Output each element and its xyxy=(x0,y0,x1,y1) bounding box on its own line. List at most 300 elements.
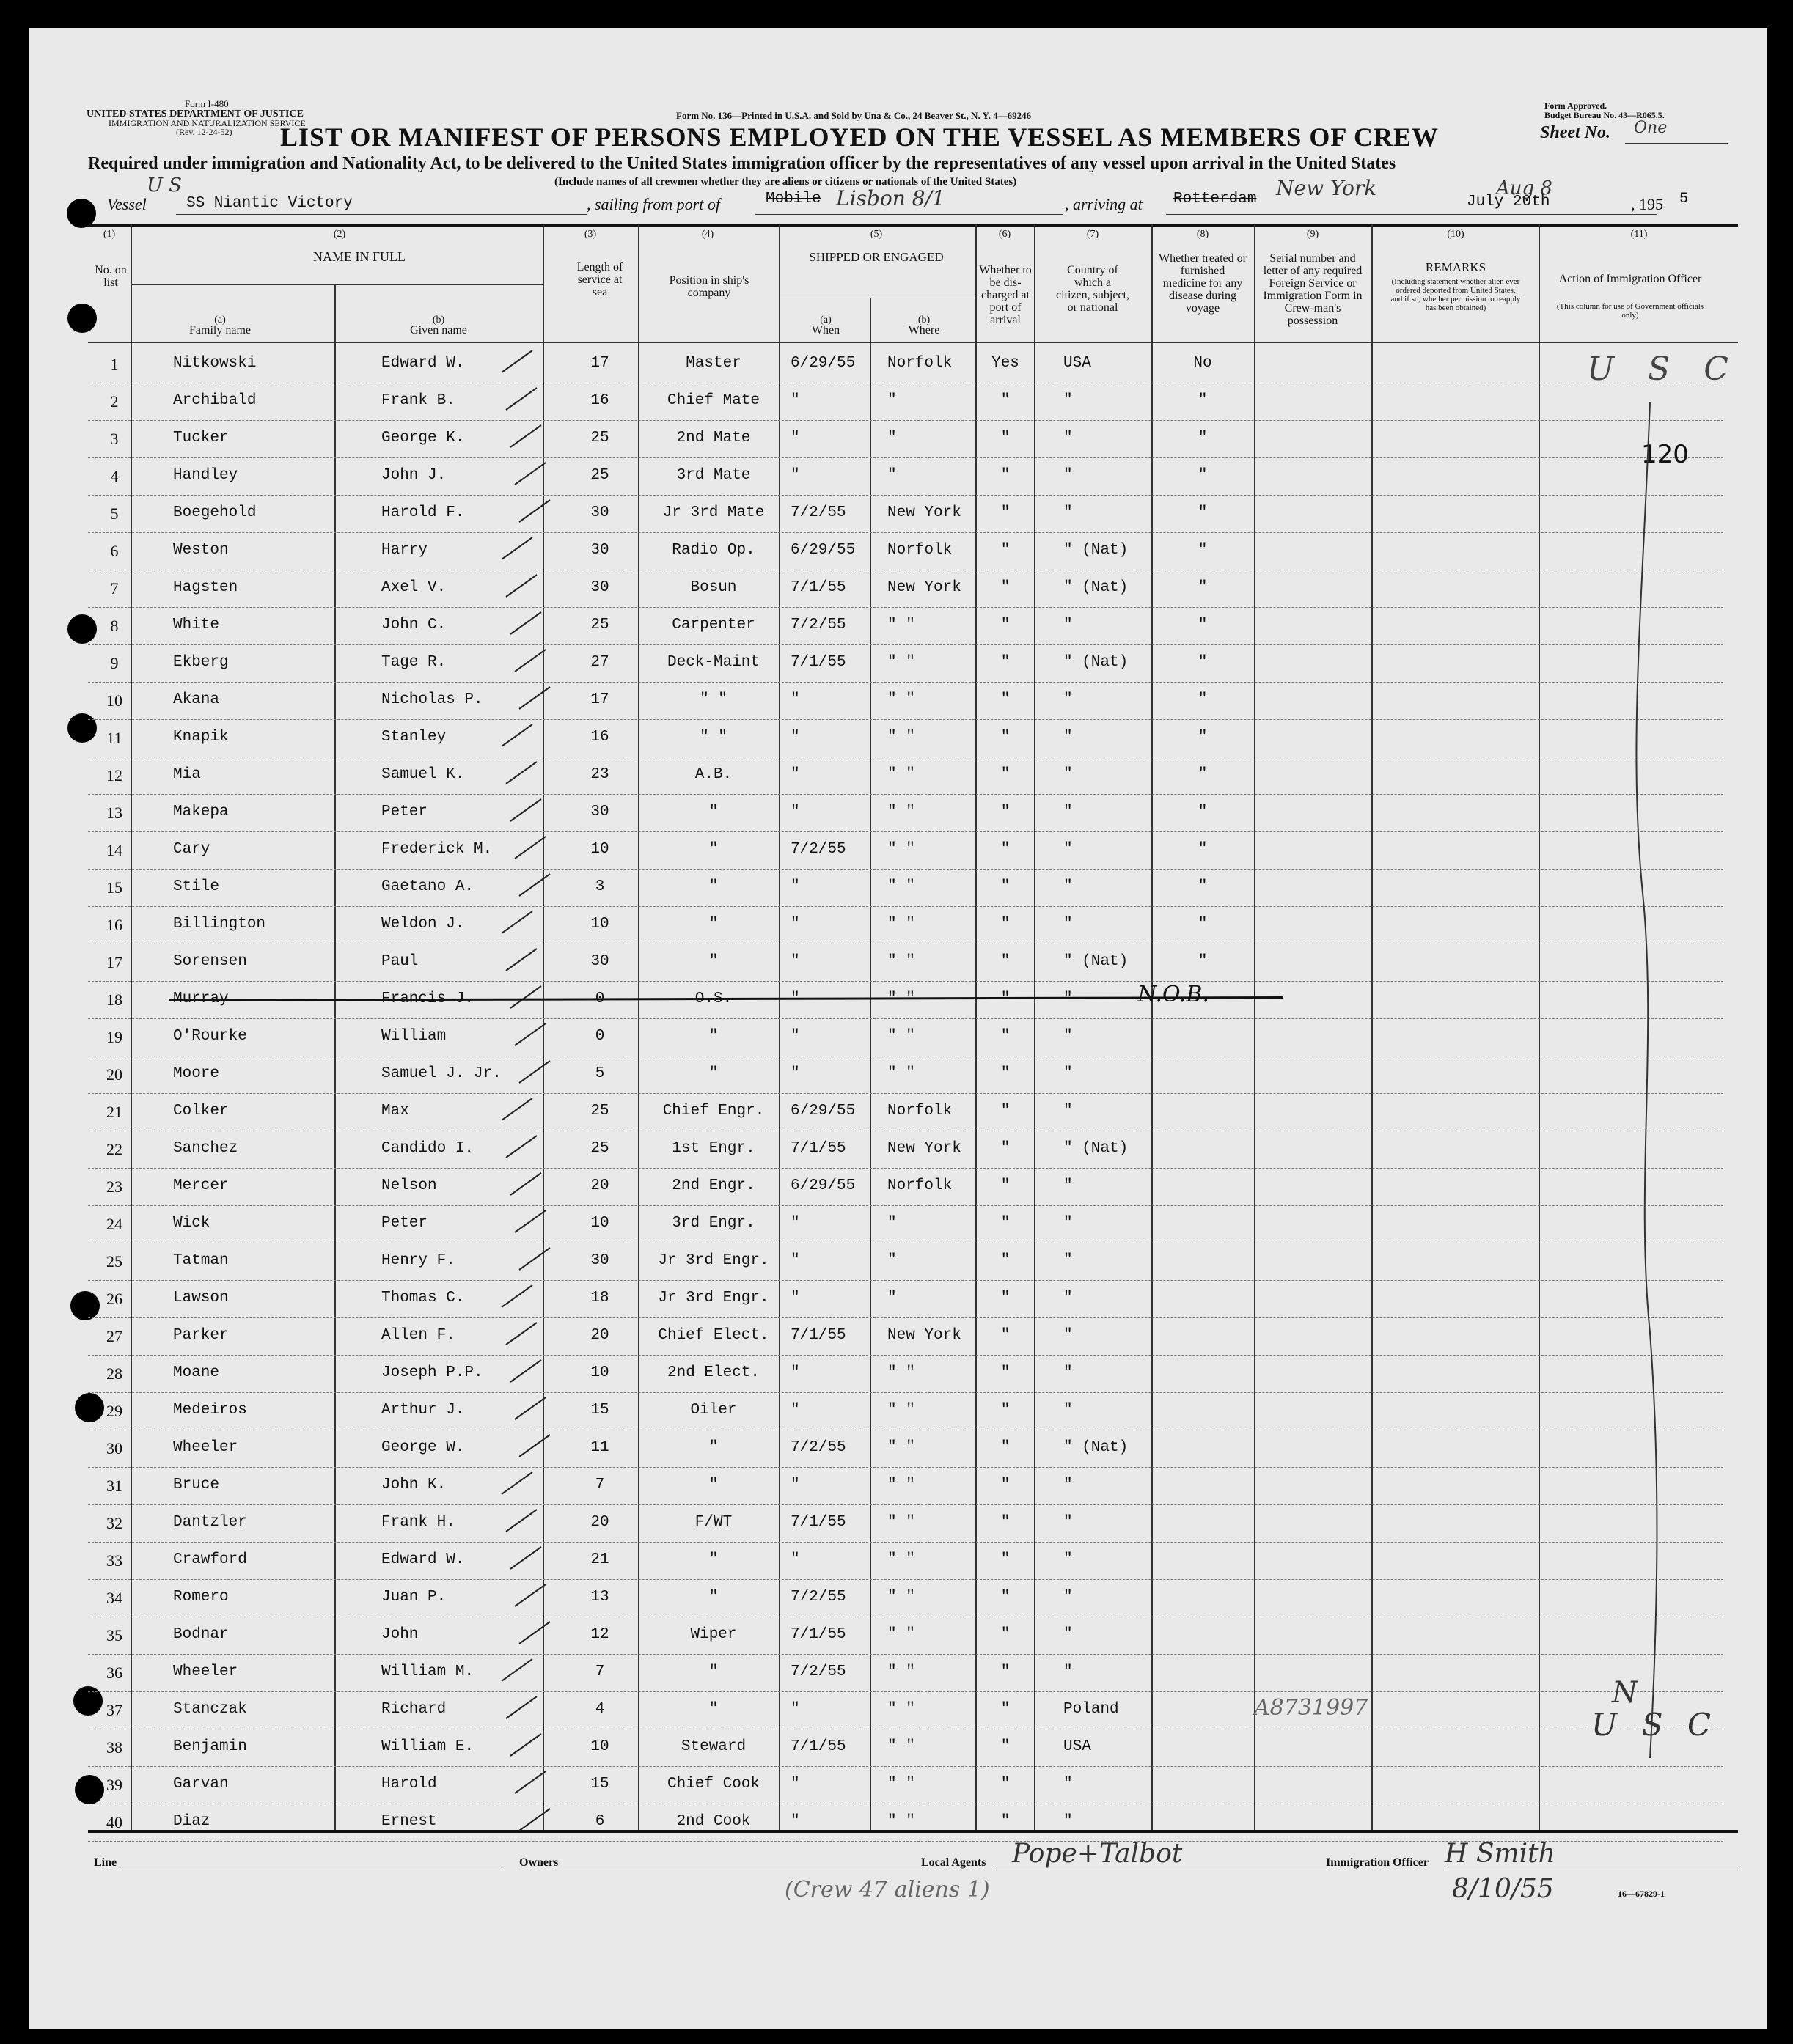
check-mark-icon xyxy=(503,385,540,411)
cell-given: George K. xyxy=(381,430,465,446)
cell-pos: Oiler xyxy=(690,1402,737,1419)
usc-row-37: U S C xyxy=(1591,1707,1719,1743)
cell-len: 20 xyxy=(590,1177,609,1194)
cell-when: 6/29/55 xyxy=(791,1177,856,1194)
cell-where: " xyxy=(887,392,897,409)
table-top-border xyxy=(88,224,1738,227)
table-row xyxy=(29,1356,1767,1393)
cell-where: " " xyxy=(887,1028,915,1045)
cell-no: 17 xyxy=(106,953,122,971)
sheet-label: Sheet No. xyxy=(1540,123,1610,142)
table-row xyxy=(29,1094,1767,1131)
family-name-header: Family name xyxy=(189,324,251,337)
cell-family: Wheeler xyxy=(173,1663,238,1680)
cell-when: 7/2/55 xyxy=(791,617,846,633)
cell-dis: " xyxy=(1000,504,1011,521)
cell-treated: " xyxy=(1198,916,1208,933)
cell-no: 3 xyxy=(110,430,119,448)
cell-where: " " xyxy=(887,654,915,671)
cell-no: 37 xyxy=(106,1701,122,1719)
cell-when: " xyxy=(791,766,800,783)
cell-no: 11 xyxy=(106,729,122,747)
cell-country: " (Nat) xyxy=(1063,654,1129,671)
col-number: (10) xyxy=(1447,229,1464,240)
cell-treated: " xyxy=(1198,617,1208,633)
cell-where: Norfolk xyxy=(887,542,953,559)
sheet-underline xyxy=(1625,143,1728,144)
cell-family: Wick xyxy=(173,1215,210,1232)
cell-country: USA xyxy=(1063,355,1091,372)
cell-dis: Yes xyxy=(991,355,1019,372)
cell-when: 7/2/55 xyxy=(791,1589,846,1606)
cell-len: 23 xyxy=(590,766,609,783)
cell-pos: " " xyxy=(700,729,727,746)
cell-country: " (Nat) xyxy=(1063,1439,1129,1456)
check-mark-icon xyxy=(499,1469,535,1496)
cell-given: Edward W. xyxy=(381,1551,465,1568)
cell-family: Archibald xyxy=(173,392,257,409)
position-header: Position in ship's company xyxy=(669,274,749,299)
cell-country: " xyxy=(1063,1776,1073,1793)
cell-len: 25 xyxy=(590,617,609,633)
cell-len: 25 xyxy=(590,1140,609,1157)
check-mark-icon xyxy=(503,759,540,785)
name-group-rule xyxy=(131,284,543,285)
cell-no: 16 xyxy=(106,916,122,934)
cell-where: " " xyxy=(887,617,915,633)
check-mark-icon xyxy=(507,983,544,1010)
check-mark-icon xyxy=(499,908,535,935)
cell-given: John C. xyxy=(381,617,447,633)
cell-no: 28 xyxy=(106,1364,122,1383)
cell-country: " xyxy=(1063,878,1073,895)
cell-dis: " xyxy=(1000,841,1011,858)
cell-treated: " xyxy=(1198,504,1208,521)
crew-alien-count: (Crew 47 aliens 1) xyxy=(785,1877,990,1903)
officer-action-line xyxy=(1606,380,1665,1773)
cell-country: " xyxy=(1063,1290,1073,1306)
cell-given: Richard xyxy=(381,1701,447,1718)
cell-treated: " xyxy=(1198,430,1208,446)
check-mark-icon xyxy=(507,1731,544,1757)
cell-no: 27 xyxy=(106,1327,122,1345)
cell-dis: " xyxy=(1000,1252,1011,1269)
cell-no: 39 xyxy=(106,1776,122,1794)
cell-pos: F/WT xyxy=(694,1514,733,1531)
cell-where: " " xyxy=(887,766,915,783)
service-name: IMMIGRATION AND NATURALIZATION SERVICE xyxy=(109,118,306,128)
cell-given: Weldon J. xyxy=(381,916,465,933)
cell-dis: " xyxy=(1000,654,1011,671)
table-row xyxy=(29,1206,1767,1243)
length-header: Length of service at sea xyxy=(576,261,623,298)
date-underline xyxy=(1445,214,1657,215)
cell-pos: 2nd Cook xyxy=(676,1813,751,1830)
cell-pos: " xyxy=(708,841,719,858)
cell-len: 27 xyxy=(590,654,609,671)
cell-pos: 3rd Engr. xyxy=(672,1215,755,1232)
cell-given: Peter xyxy=(381,804,428,820)
table-row xyxy=(29,608,1767,645)
check-mark-icon xyxy=(507,796,544,823)
cell-dis: " xyxy=(1000,1663,1011,1680)
cell-where: Norfolk xyxy=(887,1177,953,1194)
cell-country: " xyxy=(1063,430,1073,446)
cell-len: 11 xyxy=(590,1439,609,1456)
check-mark-icon xyxy=(516,871,553,897)
check-mark-icon xyxy=(512,460,549,486)
cell-country: " xyxy=(1063,1103,1073,1120)
cell-pos: " xyxy=(708,953,719,970)
cell-treated: " xyxy=(1198,841,1208,858)
cell-family: Knapik xyxy=(173,729,229,746)
cell-country: " xyxy=(1063,916,1073,933)
table-row xyxy=(29,1169,1767,1206)
officer-signature: H Smith xyxy=(1445,1839,1555,1869)
cell-given: Nicholas P. xyxy=(381,691,483,708)
cell-len: 10 xyxy=(590,916,609,933)
vessel-name: SS Niantic Victory xyxy=(186,195,353,212)
cell-family: Dantzler xyxy=(173,1514,247,1531)
cell-no: 32 xyxy=(106,1514,122,1532)
cell-country: " xyxy=(1063,467,1073,484)
cell-dis: " xyxy=(1000,1551,1011,1568)
cell-len: 30 xyxy=(590,579,609,596)
cell-dis: " xyxy=(1000,392,1011,409)
table-row xyxy=(29,944,1767,982)
cell-no: 20 xyxy=(106,1065,122,1084)
table-row xyxy=(29,907,1767,944)
form-code: 16—67829-1 xyxy=(1618,1889,1665,1899)
check-mark-icon xyxy=(512,1768,549,1795)
cell-country: " xyxy=(1063,1028,1073,1045)
cell-dis: " xyxy=(1000,878,1011,895)
cell-family: Diaz xyxy=(173,1813,210,1830)
check-mark-icon xyxy=(507,1357,544,1383)
cell-treated: " xyxy=(1198,542,1208,559)
cell-len: 10 xyxy=(590,1738,609,1755)
cell-when: " xyxy=(791,1813,800,1830)
cell-no: 25 xyxy=(106,1252,122,1271)
cell-len: 10 xyxy=(590,1215,609,1232)
cell-len: 30 xyxy=(590,1252,609,1269)
cell-dis: " xyxy=(1000,1589,1011,1606)
cell-family: Stile xyxy=(173,878,220,895)
cell-country: " xyxy=(1063,1626,1073,1643)
cell-no: 26 xyxy=(106,1290,122,1308)
cell-family: Tatman xyxy=(173,1252,229,1269)
cell-given: Ernest xyxy=(381,1813,437,1830)
sailing-port-hand: Lisbon 8/1 xyxy=(836,186,945,210)
cell-dis: " xyxy=(1000,691,1011,708)
cell-when: " xyxy=(791,878,800,895)
cell-given: Juan P. xyxy=(381,1589,447,1606)
cell-no: 30 xyxy=(106,1439,122,1457)
cell-when: " xyxy=(791,1551,800,1568)
crew-note: (Include names of all crewmen whether they are aliens or citizens or nationals of the United States) xyxy=(554,176,1017,188)
cell-given: Samuel K. xyxy=(381,766,465,783)
cell-where: " " xyxy=(887,691,915,708)
cell-no: 8 xyxy=(110,617,119,635)
check-mark-icon xyxy=(503,572,540,598)
table-row xyxy=(29,458,1767,496)
cell-treated: " xyxy=(1198,804,1208,820)
cell-where: " " xyxy=(887,1663,915,1680)
cell-when: 7/1/55 xyxy=(791,1626,846,1643)
cell-no: 21 xyxy=(106,1103,122,1121)
check-mark-icon xyxy=(499,721,535,748)
cell-family: Cary xyxy=(173,841,210,858)
table-row xyxy=(29,1056,1767,1094)
cell-len: 18 xyxy=(590,1290,609,1306)
cell-pos: Bosun xyxy=(690,579,737,596)
cell-when: 7/1/55 xyxy=(791,1327,846,1344)
cell-country: " xyxy=(1063,1402,1073,1419)
cell-len: 15 xyxy=(590,1402,609,1419)
cell-where: Norfolk xyxy=(887,355,953,372)
officer-date: 8/10/55 xyxy=(1452,1874,1554,1904)
cell-family: O'Rourke xyxy=(173,1028,247,1045)
vessel-underline xyxy=(176,214,587,215)
cell-pos: " xyxy=(708,1551,719,1568)
cell-pos: " xyxy=(708,1701,719,1718)
check-mark-icon xyxy=(512,1021,549,1047)
cell-dis: " xyxy=(1000,1065,1011,1082)
cell-len: 6 xyxy=(595,1813,605,1830)
remarks-note: (Including statement whether alien ever ordered deported from United States, and if so, whether permission to reapply has been obtained) xyxy=(1390,277,1521,312)
cell-family: Hagsten xyxy=(173,579,238,596)
cell-pos: " xyxy=(708,916,719,933)
cell-no: 33 xyxy=(106,1551,122,1570)
cell-no: 38 xyxy=(106,1738,122,1757)
cell-when: 7/1/55 xyxy=(791,654,846,671)
check-mark-icon xyxy=(507,1170,544,1196)
cell-dis: " xyxy=(1000,1140,1011,1157)
cell-family: Romero xyxy=(173,1589,229,1606)
cell-family: White xyxy=(173,617,220,633)
table-row xyxy=(29,1468,1767,1505)
cell-country: " xyxy=(1063,1589,1073,1606)
check-mark-icon xyxy=(503,1694,540,1720)
cell-pos: " xyxy=(708,804,719,820)
cell-len: 7 xyxy=(595,1663,605,1680)
owners-label: Owners xyxy=(519,1856,559,1869)
cell-country: " xyxy=(1063,1364,1073,1381)
cell-where: " xyxy=(887,1215,897,1232)
cell-pos: " xyxy=(708,1589,719,1606)
check-mark-icon xyxy=(507,422,544,449)
cell-pos: " xyxy=(708,1439,719,1456)
check-mark-icon xyxy=(512,647,549,673)
cell-pos: " xyxy=(708,1028,719,1045)
check-mark-icon xyxy=(512,1581,549,1608)
check-mark-icon xyxy=(499,1282,535,1309)
cell-len: 25 xyxy=(590,467,609,484)
cell-family: Bodnar xyxy=(173,1626,229,1643)
cell-where: " " xyxy=(887,1813,915,1830)
cell-when: 7/2/55 xyxy=(791,504,846,521)
manifest-form xyxy=(29,28,1767,2029)
cell-family: Tucker xyxy=(173,430,229,446)
cell-when: 7/1/55 xyxy=(791,1140,846,1157)
cell-country: " xyxy=(1063,1663,1073,1680)
cell-no: 18 xyxy=(106,990,122,1009)
table-row xyxy=(29,1318,1767,1356)
cell-where: " xyxy=(887,467,897,484)
cell-when: " xyxy=(791,1290,800,1306)
cell-country: " xyxy=(1063,1177,1073,1194)
officer-label: Immigration Officer xyxy=(1326,1856,1429,1869)
cell-when: " xyxy=(791,1252,800,1269)
cell-given: Paul xyxy=(381,953,419,970)
cell-len: 25 xyxy=(590,430,609,446)
cell-family: Garvan xyxy=(173,1776,229,1793)
page-title: LIST OR MANIFEST OF PERSONS EMPLOYED ON THE VESSEL AS MEMBERS OF CREW xyxy=(280,122,1439,152)
cell-dis: " xyxy=(1000,953,1011,970)
when-header: When xyxy=(811,324,840,337)
cell-where: " " xyxy=(887,1402,915,1419)
cell-family: Boegehold xyxy=(173,504,257,521)
line-label: Line xyxy=(94,1856,117,1869)
cell-family: Weston xyxy=(173,542,229,559)
cell-given: Harry xyxy=(381,542,428,559)
check-mark-icon xyxy=(503,1320,540,1346)
cell-when: " xyxy=(791,804,800,820)
page-subtitle: Required under immigration and Nationality Act, to be delivered to the United States immigration officer by the representatives of any vessel upon arrival in the United States xyxy=(88,154,1396,173)
cell-where: " " xyxy=(887,1514,915,1531)
cell-dis: " xyxy=(1000,1402,1011,1419)
cell-no: 10 xyxy=(106,691,122,710)
cell-given: Tage R. xyxy=(381,654,447,671)
no-on-list-header: No. on list xyxy=(95,264,127,289)
cell-family: Medeiros xyxy=(173,1402,247,1419)
cell-where: " " xyxy=(887,1551,915,1568)
cell-given: Axel V. xyxy=(381,579,447,596)
cell-dis: " xyxy=(1000,542,1011,559)
where-header: Where xyxy=(908,324,940,337)
cell-pos: A.B. xyxy=(694,766,733,783)
cell-given: Frederick M. xyxy=(381,841,493,858)
cell-no: 23 xyxy=(106,1177,122,1196)
cell-where: " " xyxy=(887,1439,915,1456)
cell-dis: " xyxy=(1000,1215,1011,1232)
col-number: (4) xyxy=(701,229,714,240)
cell-given: Arthur J. xyxy=(381,1402,465,1419)
col-number: (2) xyxy=(333,229,346,240)
cell-given: John K. xyxy=(381,1477,447,1493)
sailing-port: Mobile xyxy=(766,191,821,207)
cell-when: " xyxy=(791,1776,800,1793)
cell-treated: " xyxy=(1198,729,1208,746)
cell-treated: " xyxy=(1198,579,1208,596)
cell-no: 12 xyxy=(106,766,122,784)
cell-len: 25 xyxy=(590,1103,609,1120)
cell-pos: 2nd Engr. xyxy=(672,1177,755,1194)
cell-dis: " xyxy=(1000,617,1011,633)
table-row xyxy=(29,1543,1767,1580)
cell-where: " " xyxy=(887,1065,915,1082)
cell-given: Max xyxy=(381,1103,409,1120)
table-row xyxy=(29,1692,1767,1729)
cell-where: " " xyxy=(887,841,915,858)
cell-dis: " xyxy=(1000,766,1011,783)
cell-country: " xyxy=(1063,1252,1073,1269)
col-number: (1) xyxy=(103,229,116,240)
cell-when: 7/1/55 xyxy=(791,1738,846,1755)
serial-row-37: A8731997 xyxy=(1254,1695,1368,1721)
cell-when: " xyxy=(791,1065,800,1082)
punch-hole-icon xyxy=(67,304,97,333)
cell-given: John J. xyxy=(381,467,447,484)
table-row xyxy=(29,570,1767,608)
cell-pos: Jr 3rd Mate xyxy=(662,504,765,521)
cell-dis: " xyxy=(1000,1364,1011,1381)
cell-country: " xyxy=(1063,392,1073,409)
cell-no: 7 xyxy=(110,579,119,598)
cell-where: Norfolk xyxy=(887,1103,953,1120)
cell-no: 19 xyxy=(106,1028,122,1046)
cell-when: " xyxy=(791,729,800,746)
year-prefix: , 195 xyxy=(1631,195,1663,213)
cell-family: Mia xyxy=(173,766,201,783)
cell-no: 6 xyxy=(110,542,119,560)
col-number: (5) xyxy=(870,229,883,240)
cell-pos: Chief Mate xyxy=(667,392,760,409)
table-row xyxy=(29,1655,1767,1692)
cell-when: " xyxy=(791,916,800,933)
cell-pos: Chief Elect. xyxy=(658,1327,769,1344)
check-mark-icon xyxy=(499,348,535,374)
sheet-number: One xyxy=(1634,119,1668,137)
cell-len: 17 xyxy=(590,355,609,372)
cell-no: 24 xyxy=(106,1215,122,1233)
table-row xyxy=(29,1617,1767,1655)
cell-treated: N.O.B. xyxy=(1137,982,1209,1007)
cell-no: 36 xyxy=(106,1663,122,1682)
cell-where: " " xyxy=(887,1589,915,1606)
check-mark-icon xyxy=(516,497,553,523)
cell-given: Peter xyxy=(381,1215,428,1232)
table-row xyxy=(29,645,1767,683)
cell-where: New York xyxy=(887,504,961,521)
check-mark-icon xyxy=(499,1656,535,1683)
cell-dis: " xyxy=(1000,1738,1011,1755)
col-number: (9) xyxy=(1306,229,1319,240)
cell-when: 6/29/55 xyxy=(791,355,856,372)
cell-pos: " " xyxy=(700,691,727,708)
year-suffix: 5 xyxy=(1679,191,1689,207)
cell-pos: Carpenter xyxy=(672,617,755,633)
name-in-full-header: NAME IN FULL xyxy=(313,249,406,264)
cell-dis: " xyxy=(1000,1701,1011,1718)
cell-country: " (Nat) xyxy=(1063,953,1129,970)
cell-family: Crawford xyxy=(173,1551,247,1568)
where-b-label: (b) xyxy=(917,315,931,326)
cell-pos: 1st Engr. xyxy=(672,1140,755,1157)
check-mark-icon xyxy=(512,834,549,860)
shipped-header: SHIPPED OR ENGAGED xyxy=(809,250,944,264)
cell-when: 7/2/55 xyxy=(791,841,846,858)
check-mark-icon xyxy=(499,534,535,561)
cell-no: 1 xyxy=(110,355,119,373)
cell-given: Joseph P.P. xyxy=(381,1364,483,1381)
remarks-header: REMARKS xyxy=(1425,260,1486,274)
cell-len: 3 xyxy=(595,878,605,895)
agents-signature: Pope+Talbot xyxy=(1012,1839,1183,1869)
col-number: (6) xyxy=(998,229,1011,240)
cell-pos: " xyxy=(708,1065,719,1082)
cell-given: John xyxy=(381,1626,419,1643)
